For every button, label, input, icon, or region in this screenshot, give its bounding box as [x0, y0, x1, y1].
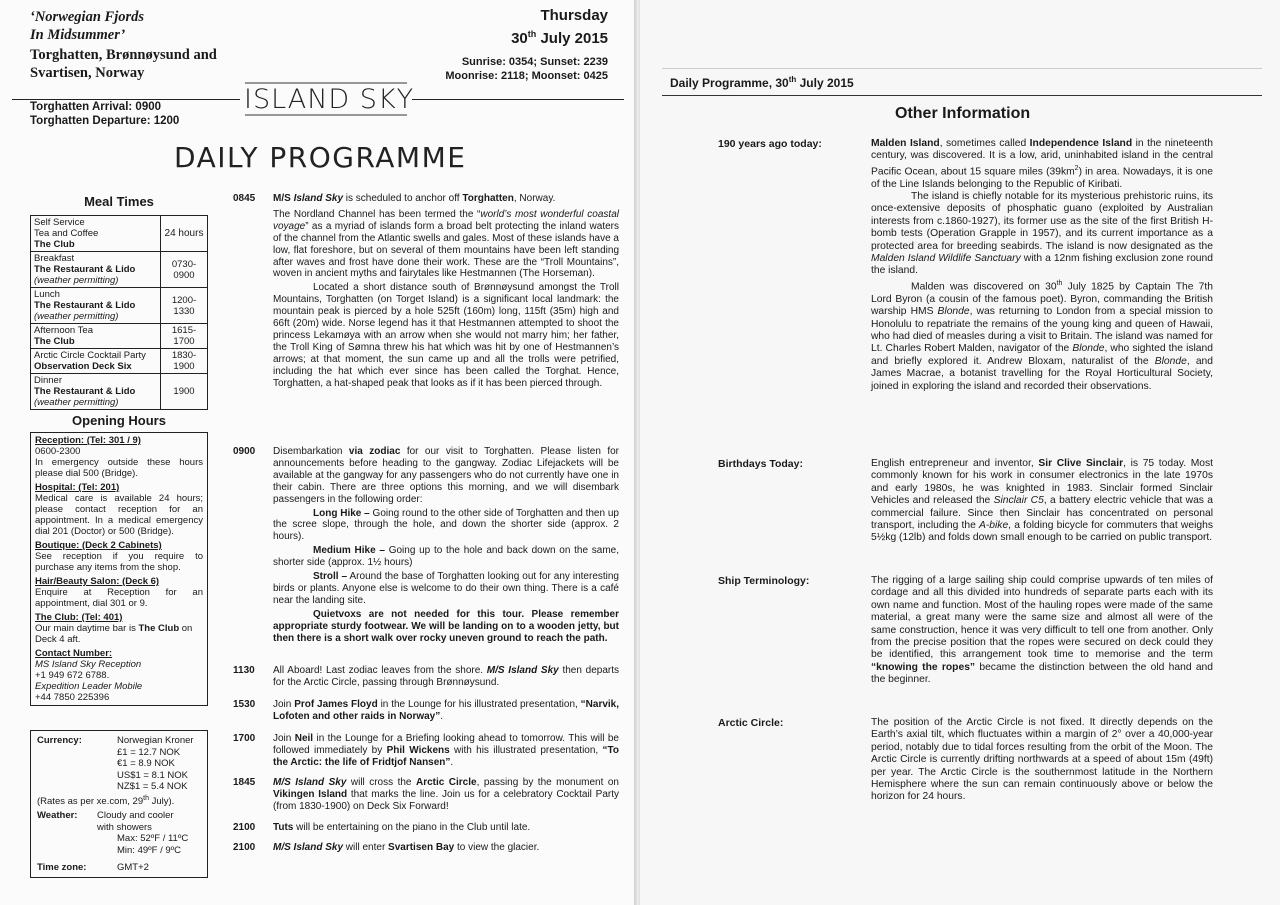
section-label-birthdays: Birthdays Today:	[718, 458, 803, 470]
event-text: Disembarkation via zodiac for our visit to Torghatten. Please listen for announcements before heading to the gangway. Zodiac Lifejackets will be available at the gangway for any passengers who do not currently have one in their cabin. There are three options this morning, and we will disembark passengers in the following order: Long Hike – Going round to the other side of Torghatten and then up the scree slope, through the hole, and down the shorter side (approx. 2 hours). Medium Hike – Going up to the hole and back down on the same, shorter side (approx. 1½ hours) Stroll – Around the base of Torghatten looking out for any interesting birds or plants. Anyone else is welcome to do their own thing. There is a café near the landing site. Quietvoxs are not needed for this tour. Please remember appropriate sturdy footwear. We will be landing on to a wooden jetty, but then there is a short walk over rocky uneven ground to reach the path.	[273, 446, 619, 644]
event-time: 0900	[233, 446, 256, 457]
show-through-rule	[662, 68, 1262, 69]
location-line1: Torghatten, Brønnøysund and	[30, 47, 217, 63]
weather-line2: with showers	[97, 821, 152, 833]
weather-info	[97, 810, 188, 856]
header-rule	[662, 95, 1262, 96]
arrival-departure	[30, 100, 179, 128]
section-birthdays: English entrepreneur and inventor, Sir Clive Sinclair, is 75 today. Most commonly known for his work in consumer electronics in the late 1970s and early 1980s, he was knighted in 1983. Sinclair formed Sinclair Vehicles and released the Sinclair C5, a battery electric vehicle that was a commercial failure. Since then Sinclair has concentrated on personal transport, including the A-bike, a folding bicycle for commuters that weighs 5½kg (12lb) and folds down small enough to be carried on public transport.	[871, 458, 1214, 544]
left-page	[0, 0, 636, 905]
meal-hours: 24 hours	[161, 216, 208, 252]
club-text: Our main daytime bar is The Club on Deck 4 aft.	[35, 623, 193, 645]
event-text: Join Neil in the Lounge for a Briefing looking ahead to tomorrow. This will be followed immediately by Phil Wickens with his illustrated presentation, “To the Arctic: the life of Fridtjof Nansen”.	[273, 733, 619, 768]
section-label-arctic-circle: Arctic Circle:	[718, 717, 784, 729]
currency-label: Currency:	[37, 735, 82, 746]
right-header: Daily Programme, 30th July 2015	[670, 75, 854, 90]
meal-hours: 1830-1900	[161, 349, 208, 374]
meal-cell: Lunch The Restaurant & Lido (weather permitting)	[31, 288, 161, 324]
event-text: M/S Island Sky will cross the Arctic Circle, passing by the monument on Vikingen Island that marks the line. Join us for a celebratory Cocktail Party (from 1830-1900) on Deck Six Forward!	[273, 777, 619, 812]
table-row	[31, 374, 208, 410]
hospital-block	[35, 482, 203, 537]
sun-moon-times	[348, 55, 608, 83]
date	[408, 25, 608, 48]
meal-hours: 1615-1700	[161, 324, 208, 349]
contact-line1: MS Island Sky Reception	[35, 659, 142, 670]
arrival-time: Torghatten Arrival: 0900	[30, 101, 162, 113]
moonrise-label: Moonrise:	[445, 70, 501, 82]
date-day: 30	[511, 30, 528, 47]
reception-text: In emergency outside these hours please dial 500 (Bridge).	[35, 457, 203, 479]
rate-gbp: £1 = 12.7 NOK	[117, 746, 181, 758]
event-time: 1845	[233, 777, 256, 788]
weather-label: Weather:	[37, 810, 78, 821]
other-information-title: Other Information	[895, 105, 1031, 122]
contact-block	[35, 648, 203, 703]
weekday: Thursday	[540, 7, 608, 24]
programme	[233, 193, 623, 893]
currency-rates	[117, 735, 194, 793]
reception-block	[35, 435, 203, 479]
weather-min: Min: 49ºF / 9ºC	[117, 844, 181, 856]
logo-frame	[243, 80, 409, 120]
event-text: Join Prof James Floyd in the Lounge for his illustrated presentation, “Narvik, Lofoten and other raids in Norway”.	[273, 699, 620, 722]
opening-hours-box	[30, 432, 208, 706]
torghatten-legend: Located a short distance south of Brønnøysund amongst the Troll Mountains, Torghatten (on Torget Island) is a significant local landmark: the mountain peak is pierced by a hole 525ft (160m) long, 115ft (35m) high and 66ft (20m) wide. Norse legend has it that Hestmannen attempted to shoot the princess Lekamøya with an arrow when she would not marry him; her father, the Troll King of Sømna threw his hat which was hit by one of Hestmannen’s arrows; at that moment, the sun came up and all the trolls were petrified, including the hat which ever since has been called the Torghat. Hence, Torghatten, a hat-shaped peak that looks as if it has been pierced through.	[273, 282, 619, 389]
meal-cell: Afternoon Tea The Club	[31, 324, 161, 349]
hospital-text: Medical care is available 24 hours; please contact reception for an appointment. In a medical emergency dial 201 (Doctor) or 500 (Bridge).	[35, 493, 203, 537]
table-row	[31, 324, 208, 349]
section-label-190-years: 190 years ago today:	[718, 138, 822, 150]
contact-line2: +1 949 672 6788.	[35, 670, 110, 681]
boutique-text: See reception if you require to purchase any items from the shop.	[35, 551, 203, 573]
date-sup: th	[527, 29, 537, 39]
event-time: 2100	[233, 822, 256, 833]
rate-eur: €1 = 8.9 NOK	[117, 758, 175, 769]
weather-line1: Cloudy and cooler	[97, 810, 174, 821]
meal-times-table	[30, 215, 208, 410]
hospital-heading: Hospital: (Tel: 201)	[35, 482, 120, 493]
location	[30, 46, 217, 82]
cruise-title	[30, 8, 144, 44]
event-time: 1700	[233, 733, 256, 744]
salon-text: Enquire at Reception for an appointment, dial 301 or 9.	[35, 587, 203, 609]
contact-line3: Expedition Leader Mobile	[35, 681, 143, 692]
boutique-block	[35, 540, 203, 573]
meal-cell: Dinner The Restaurant & Lido (weather permitting)	[31, 374, 161, 410]
salon-block	[35, 576, 203, 609]
date-block	[408, 6, 608, 48]
departure-time: Torghatten Departure: 1200	[30, 115, 180, 127]
sunset-text: ; Sunset: 2239	[533, 56, 608, 68]
moonset-text: ; Moonset: 0425	[524, 70, 608, 82]
section-arctic-circle: The position of the Arctic Circle is not fixed. It directly depends on the Earth’s axial tilt, which fluctuates within a margin of 2° over a 40,000-year period, notably due to tidal forces resulting from the orbit of the Moon. The Arctic Circle is currently drifting northwards at a speed of about 15m (49ft) per year. The Arctic Circle is the southernmost latitude in the Northern Hemisphere where the sun can remain continuously above or below the horizon for 24 hours.	[871, 717, 1213, 803]
table-row	[31, 216, 208, 252]
section-label-ship-terminology: Ship Terminology:	[718, 575, 810, 587]
meal-hours: 1200-1330	[161, 288, 208, 324]
location-line2: Svartisen, Norway	[30, 65, 145, 81]
meal-hours: 1900	[161, 374, 208, 410]
reception-heading: Reception: (Tel: 301 / 9)	[35, 435, 141, 446]
rate-usd: US$1 = 8.1 NOK	[117, 769, 189, 781]
sunrise-value: 0354	[508, 56, 534, 68]
table-row	[31, 349, 208, 374]
currency-weather-box	[30, 730, 208, 878]
cruise-title-line2: In Midsummer’	[30, 27, 126, 43]
reception-hours: 0600-2300	[35, 446, 81, 457]
opening-hours-title: Opening Hours	[72, 413, 166, 428]
event-time: 1530	[233, 699, 256, 710]
sun-times	[348, 55, 608, 69]
page-title: DAILY PROGRAMME	[174, 141, 467, 174]
table-row	[31, 288, 208, 324]
meal-cell: Self Service Tea and Coffee The Club	[31, 216, 161, 252]
tour-notice: Quietvoxs are not needed for this tour. Please remember appropriate sturdy footwear. We will be landing on to a wooden jetty, but then there is a short walk over rocky uneven ground to reach the path.	[273, 608, 619, 644]
salon-heading: Hair/Beauty Salon: (Deck 6)	[35, 576, 160, 587]
event-text: M/S Island Sky is scheduled to anchor off Torghatten, Norway. The Nordland Channel has been termed the “world’s most wonderful coastal voyage” as a myriad of islands form a broad belt protecting the inland waters of the channel from the Atlantic swells and gales. Most of these islands have a low, flat foreshore, but on several of them mountains have been left standing after waves and frost have done their work. These are the “Troll Mountains”, woven in ancient myths and fairytales like Hestmannen (The Horseman). Located a short distance south of Brønnøysund amongst the Troll Mountains, Torghatten (on Torget Island) is a significant local landmark: the mountain peak is pierced by a hole 525ft (160m) long, 115ft (35m) high and 66ft (20m) wide. Norse legend has it that Hestmannen attempted to shoot the princess Lekamøya with an arrow when she would not marry him; her father, the Troll King of Sømna threw his hat which was hit by one of Hestmannen’s arrows; at that moment, the sun came up and all the trolls were petrified, including the hat which ever since has been called the Torghat. Hence, Torghatten, a hat-shaped peak that looks as if it has been pierced through.	[273, 193, 619, 389]
meal-cell: Breakfast The Restaurant & Lido (weather permitting)	[31, 252, 161, 288]
section-ship-terminology: The rigging of a large sailing ship could comprise upwards of ten miles of cordage and all this divided into hundreds of separate parts each with its own name and function. Most of the hauling ropes were made of the same material, a great many were the same size and almost all were of the same construction, hence it was very difficult to tell one from another. Only from the precise position that the ropes were secured on deck could they be identified, this arrangement took time to memorise and the term “knowing the ropes” became the distinction between the old hand and the beginner.	[871, 575, 1213, 686]
meal-times-title: Meal Times	[84, 194, 154, 209]
event-text: Tuts will be entertaining on the piano in the Club until late.	[273, 822, 531, 833]
club-block	[35, 612, 203, 645]
rate-nzd: NZ$1 = 5.4 NOK	[117, 781, 188, 792]
date-rest: July 2015	[536, 30, 608, 47]
weather-max: Max: 52ºF / 11ºC	[117, 833, 189, 844]
boutique-heading: Boutique: (Deck 2 Cabinets)	[35, 540, 162, 551]
event-time: 2100	[233, 842, 256, 853]
right-page	[640, 0, 1280, 905]
timezone-value: GMT+2	[117, 862, 149, 873]
event-time: 1130	[233, 665, 255, 676]
event-text: All Aboard! Last zodiac leaves from the shore. M/S Island Sky then departs for the Arctic Circle, passing through Brønnøysund.	[273, 665, 619, 688]
rates-note: (Rates as per xe.com, 29th July).	[37, 795, 175, 808]
header-rule-right	[412, 99, 624, 100]
meal-hours: 0730-0900	[161, 252, 208, 288]
meal-cell: Arctic Circle Cocktail Party Observation Deck Six	[31, 349, 161, 374]
event-time: 0845	[233, 193, 256, 204]
moonrise-value: 2118	[500, 70, 525, 82]
contact-heading: Contact Number:	[35, 648, 113, 659]
timezone-label: Time zone:	[37, 862, 87, 873]
contact-line4: +44 7850 225396	[35, 692, 110, 703]
logo-text: ISLAND SKY	[244, 84, 415, 115]
section-190-years: Malden Island, sometimes called Independence Island in the nineteenth century, was discovered. It is a low, arid, uninhabited island in the central Pacific Ocean, about 15 square miles $(39km^2)$ in area. Nowadays, it is one of the Line Islands belonging to the Republic of Kiribati. The island is chiefly notable for its mysterious prehistoric ruins, its once-extensive deposits of phosphatic guano (exploited by Australian interests from c.1860-1927), its former use as the site of the first British H-bomb tests (Operation Grapple in 1957), and its current importance as a protected area for breeding seabirds. The island is now designated as the Malden Island Wildlife Sanctuary with a 12nm fishing exclusion zone round the island. Malden was discovered on 30th July 1825 by Captain The 7th Lord Byron (a cousin of the famous poet). Byron, commanding the British warship HMS Blonde, was returning to London from a special mission to Honolulu to repatriate the remains of the young king and queen of Hawaii, who had died of measles during a visit to Britain. The island was named for Lt. Charles Robert Malden, navigator of the Blonde, who sighted the island and briefly explored it. Andrew Bloxam, naturalist of the Blonde, and James Macrae, a botanist travelling for the Royal Horticultural Society, joined in exploring the island and recorded their observations.	[871, 138, 1214, 392]
club-heading: The Club: (Tel: 401)	[35, 612, 123, 623]
event-text: M/S Island Sky will enter Svartisen Bay to view the glacier.	[273, 842, 540, 853]
sunrise-label: Sunrise:	[461, 56, 509, 68]
cruise-title-line1: ‘Norwegian Fjords	[30, 9, 145, 25]
table-row	[31, 252, 208, 288]
currency-name: Norwegian Kroner	[117, 735, 194, 746]
